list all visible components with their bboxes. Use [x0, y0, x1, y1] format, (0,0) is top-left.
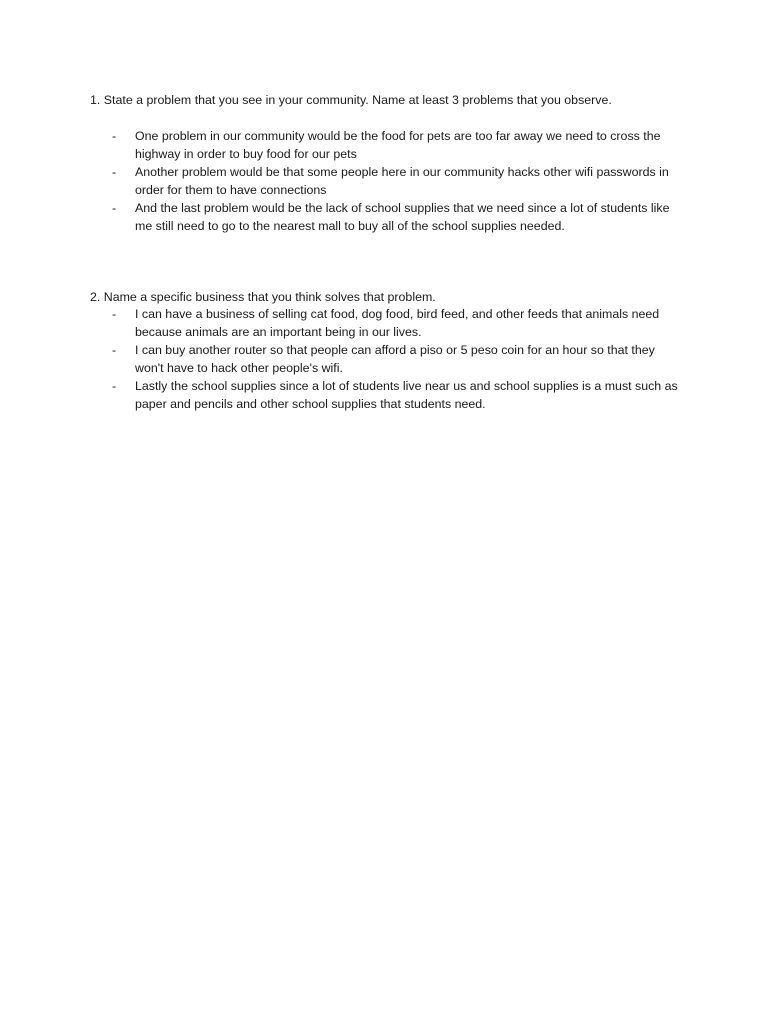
answer-text: I can have a business of selling cat food, dog food, bird feed, and other feeds that animals need because animals are an important being in our lives. — [135, 307, 660, 339]
question-2: 2. Name a specific business that you think solves that problem. — [90, 290, 436, 304]
list-item — [112, 305, 682, 341]
answer-text: One problem in our community would be the food for pets are too far away we need to cross the highway in order to buy food for our pets — [135, 129, 661, 161]
list-item — [112, 199, 682, 235]
bullet-dash: - — [112, 201, 117, 215]
bullet-dash: - — [112, 343, 117, 357]
question-1: 1. State a problem that you see in your community. Name at least 3 problems that you observe. — [90, 93, 612, 107]
bullet-dash: - — [112, 307, 117, 321]
answer-text: I can buy another router so that people can afford a piso or 5 peso coin for an hour so that they won't have to hack other people's wifi. — [135, 343, 655, 375]
list-item — [112, 341, 682, 377]
list-item — [112, 127, 682, 163]
list-item — [112, 377, 682, 413]
answer-list-2 — [112, 305, 682, 413]
list-item — [112, 163, 682, 199]
bullet-dash: - — [112, 379, 117, 393]
bullet-dash: - — [112, 165, 117, 179]
bullet-dash: - — [112, 129, 117, 143]
answer-text: And the last problem would be the lack of school supplies that we need since a lot of students like me still need to go to the nearest mall to buy all of the school supplies needed. — [135, 201, 670, 233]
answer-text: Lastly the school supplies since a lot of students live near us and school supplies is a must such as paper and pencils and other school supplies that students need. — [135, 379, 678, 411]
answer-text: Another problem would be that some people here in our community hacks other wifi passwords in order for them to have connections — [135, 165, 669, 197]
answer-list-1 — [112, 127, 682, 235]
